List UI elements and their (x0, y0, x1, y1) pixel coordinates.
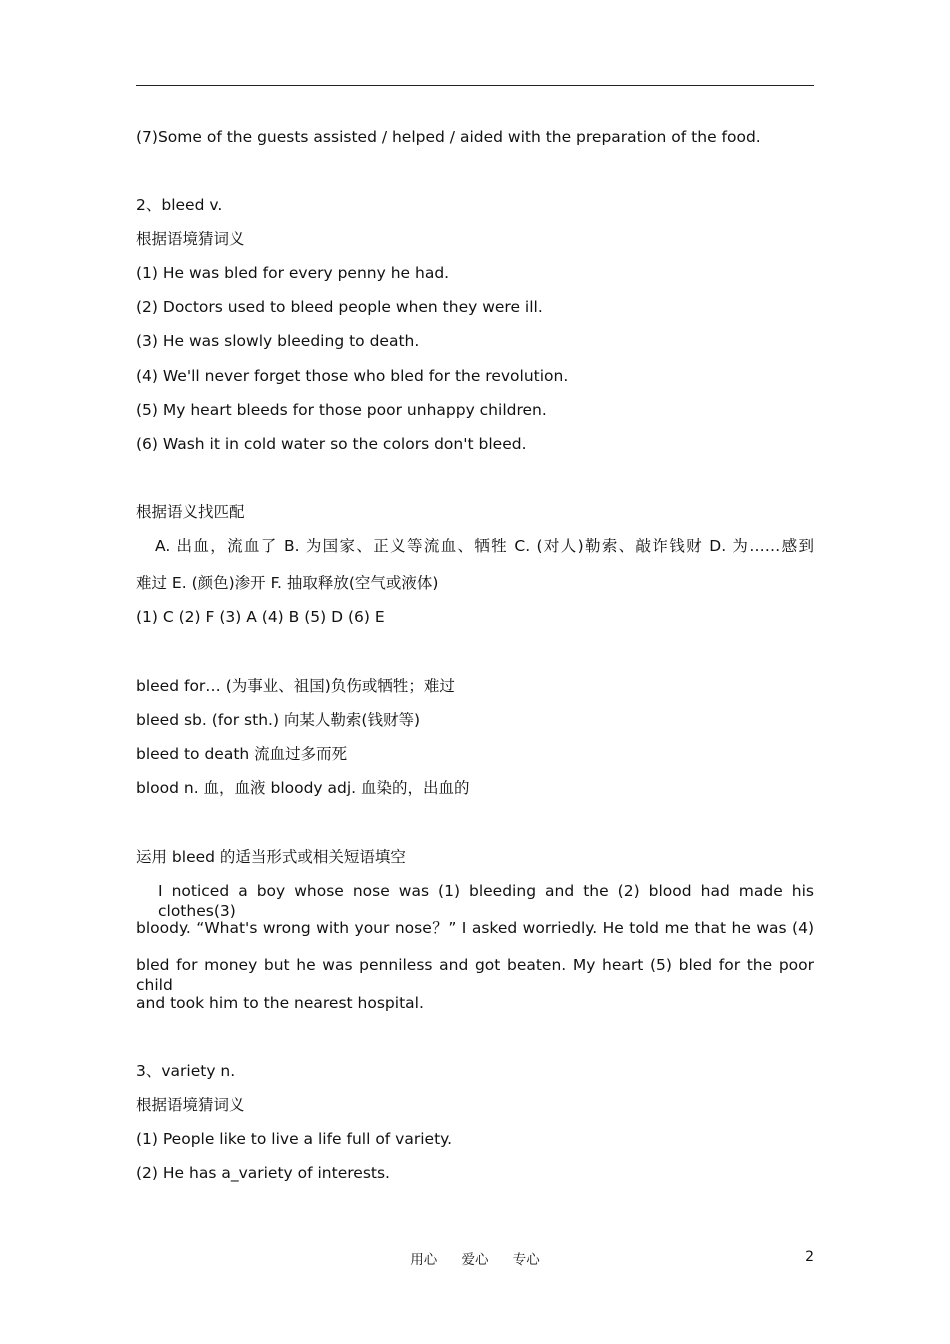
text-line: (3) He was slowly bleeding to death. (136, 332, 420, 350)
text-line: (2) Doctors used to bleed people when they were ill. (136, 298, 543, 316)
section-heading: 2、bleed v. (136, 196, 223, 214)
paragraph-line: I noticed a boy whose nose was (1) bleeding and the (2) blood had made his clothes(3) (158, 882, 814, 920)
paragraph-line: and took him to the nearest hospital. (136, 994, 424, 1012)
paragraph-line: bled for money but he was penniless and got beaten. My heart (5) bled for the poor child (136, 956, 814, 994)
text-line: 难过 E. (颜色)渗开 F. 抽取释放(空气或液体) (136, 574, 439, 592)
text-line: (1) He was bled for every penny he had. (136, 264, 450, 282)
subheading: 根据语境猜词义 (136, 230, 245, 248)
footer-word: 爱心 (461, 1252, 489, 1268)
subheading: 运用 bleed 的适当形式或相关短语填空 (136, 848, 406, 866)
section-heading: 3、variety n. (136, 1062, 236, 1080)
text-line: (6) Wash it in cold water so the colors don't bleed. (136, 435, 527, 453)
page-number: 2 (805, 1249, 814, 1265)
text-line: bleed sb. (for sth.) 向某人勒索(钱财等) (136, 711, 421, 729)
text-line: A. 出血，流血了 B. 为国家、正义等流血、牺牲 C. (对人)勒索、敲诈钱财 D. 为……感到 (155, 537, 814, 555)
paragraph-line: bloody. “What's wrong with your nose？” I asked worriedly. He told me that he was (4) (136, 919, 814, 937)
text-line: (7)Some of the guests assisted / helped / aided with the preparation of the food. (136, 128, 761, 146)
text-line: (5) My heart bleeds for those poor unhappy children. (136, 401, 547, 419)
text-line: bleed for… (为事业、祖国)负伤或牺牲；难过 (136, 677, 455, 695)
text-line: (1) People like to live a life full of variety. (136, 1130, 453, 1148)
text-line: (4) We'll never forget those who bled for the revolution. (136, 367, 569, 385)
answer-line: (1) C (2) F (3) A (4) B (5) D (6) E (136, 608, 385, 626)
footer-word: 专心 (512, 1252, 540, 1268)
footer-word: 用心 (410, 1252, 438, 1268)
text-line: bleed to death 流血过多而死 (136, 745, 348, 763)
text-line: blood n. 血，血液 bloody adj. 血染的，出血的 (136, 779, 470, 797)
header-rule (136, 85, 814, 86)
text-line: (2) He has a_variety of interests. (136, 1164, 390, 1182)
subheading: 根据语义找匹配 (136, 503, 245, 521)
subheading: 根据语境猜词义 (136, 1096, 245, 1114)
